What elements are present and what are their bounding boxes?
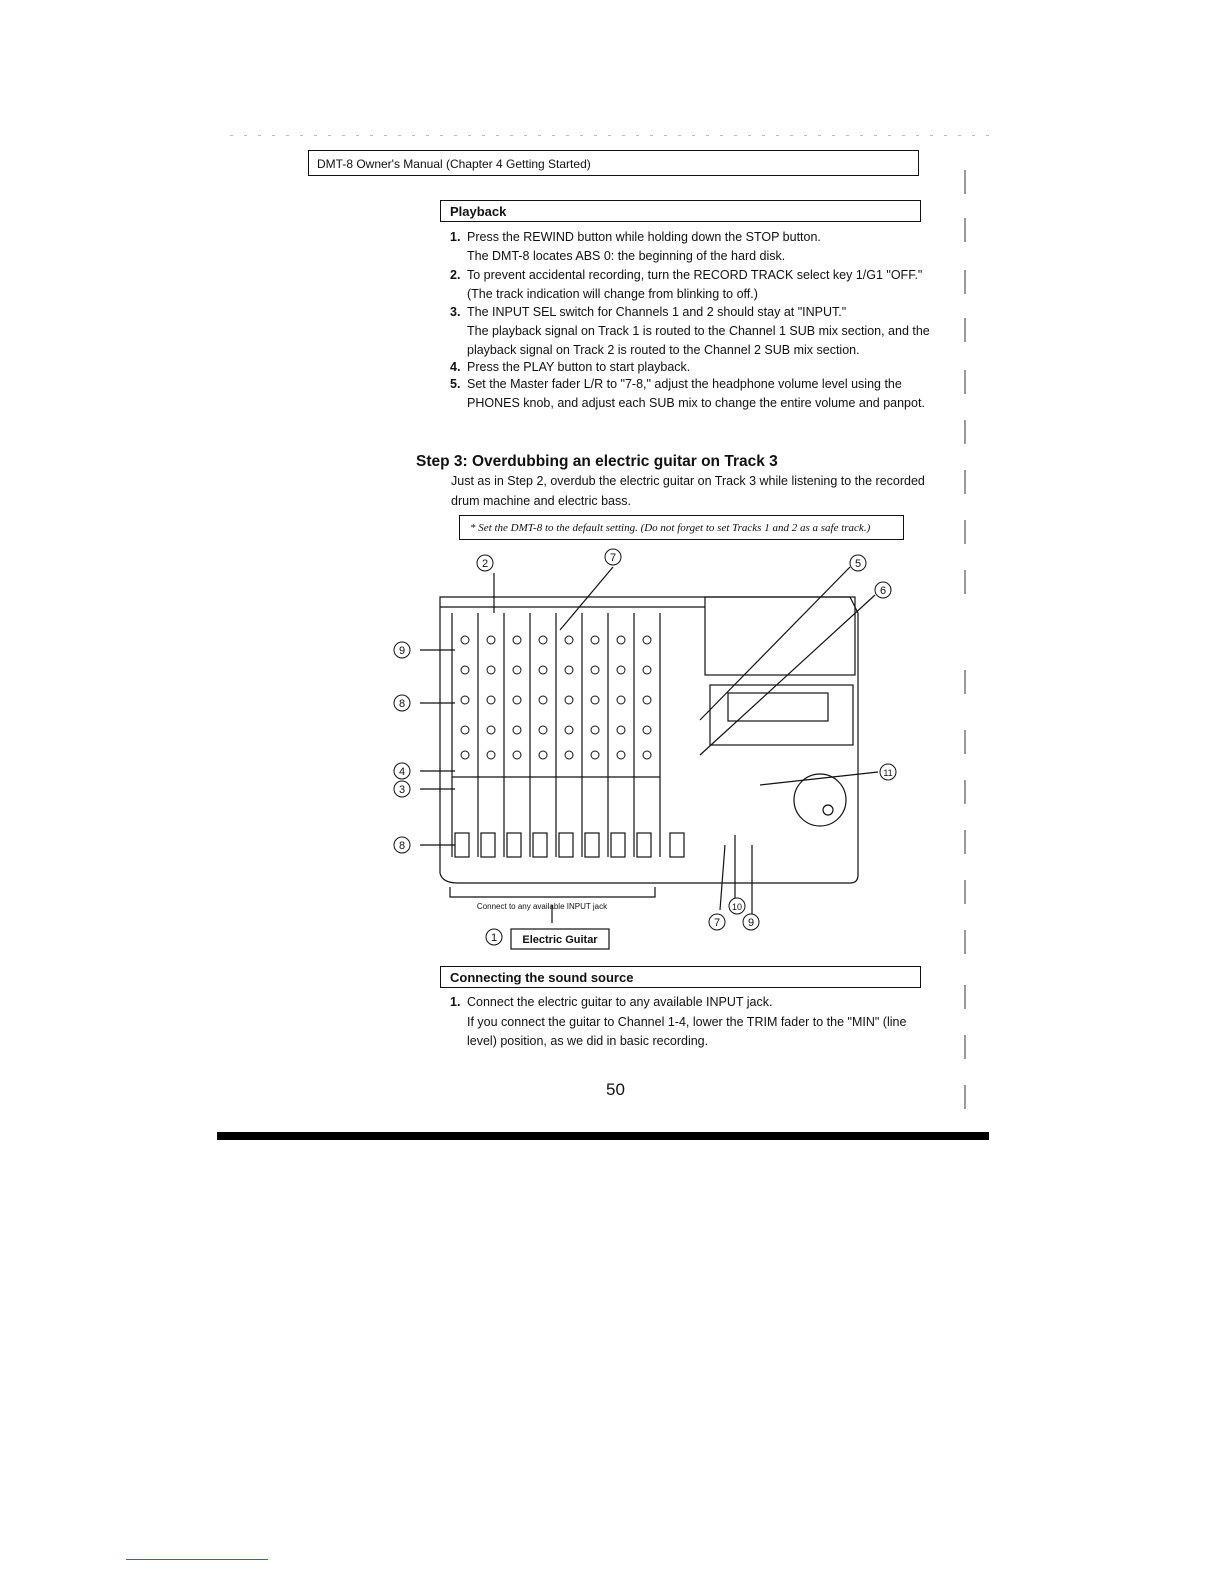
running-header-title: DMT-8 Owner's Manual (Chapter 4 Getting Started) — [317, 157, 591, 171]
list-item: 5. Set the Master fader L/R to "7-8," adjust the headphone volume level using the PHONES knob, and adjust each SUB mix to change the entire volume and panpot. — [450, 377, 925, 410]
connecting-heading-box — [440, 966, 921, 988]
callout-label: 8 — [398, 698, 406, 710]
list-item: 3. The INPUT SEL switch for Channels 1 and 2 should stay at "INPUT." The playback signal on Track 1 is routed to the Channel 1 SUB mix section, and the playback signal on Track 2 is routed to the Channel 2 SUB mix section. — [450, 305, 930, 357]
lcd-display — [728, 693, 828, 721]
list-item: 4. Press the PLAY button to start playback. — [450, 360, 691, 374]
page-number: 50 — [606, 1080, 625, 1099]
playback-heading: Playback — [450, 204, 507, 219]
callout-label: 11 — [883, 768, 893, 778]
callout-label: 8 — [398, 840, 406, 852]
display-frame — [710, 685, 853, 745]
callout-label: 5 — [854, 558, 862, 570]
step3-intro-line: drum machine and electric bass. — [451, 494, 631, 508]
callout-label: 7 — [713, 917, 721, 929]
note-text: * Set the DMT-8 to the default setting. (Do not forget to set Tracks 1 and 2 as a safe track.) — [470, 522, 871, 534]
callout-label: 2 — [481, 558, 489, 570]
callout-label: 3 — [398, 784, 406, 796]
callout-label: 6 — [879, 585, 887, 597]
running-header — [308, 150, 919, 176]
mixer-diagram — [380, 545, 920, 955]
callout-label: 9 — [747, 917, 755, 929]
footer-underline — [126, 1559, 268, 1560]
list-item: 1. Connect the electric guitar to any available INPUT jack. If you connect the guitar to Channel 1-4, lower the TRIM fader to the "MIN" (line level) position, as we did in basic recording. — [450, 995, 907, 1048]
playback-heading-box — [440, 200, 921, 222]
callout-label: 10 — [731, 902, 743, 912]
callout-label: 9 — [398, 645, 406, 657]
step3-title: Step 3: Overdubbing an electric guitar on Track 3 — [416, 453, 778, 470]
list-item: 1. Press the REWIND button while holding down the STOP button. The DMT-8 locates ABS 0: the beginning of the hard disk. — [450, 230, 821, 263]
mixer-top-panel — [705, 597, 855, 675]
list-item: 2. To prevent accidental recording, turn the RECORD TRACK select key 1/G1 "OFF." (The track indication will change from blinking to off.) — [450, 268, 923, 301]
connect-label: Connect to any available INPUT jack — [476, 902, 608, 911]
bottom-rule — [217, 1132, 989, 1140]
connecting-heading: Connecting the sound source — [450, 970, 634, 985]
callout-label: 1 — [490, 932, 498, 944]
callout-label: 4 — [398, 766, 406, 778]
guitar-label: Electric Guitar — [522, 934, 598, 946]
note-box — [459, 515, 904, 540]
step3-intro-line: Just as in Step 2, overdub the electric guitar on Track 3 while listening to the recorded — [451, 474, 925, 488]
callout-label: 7 — [609, 552, 617, 564]
